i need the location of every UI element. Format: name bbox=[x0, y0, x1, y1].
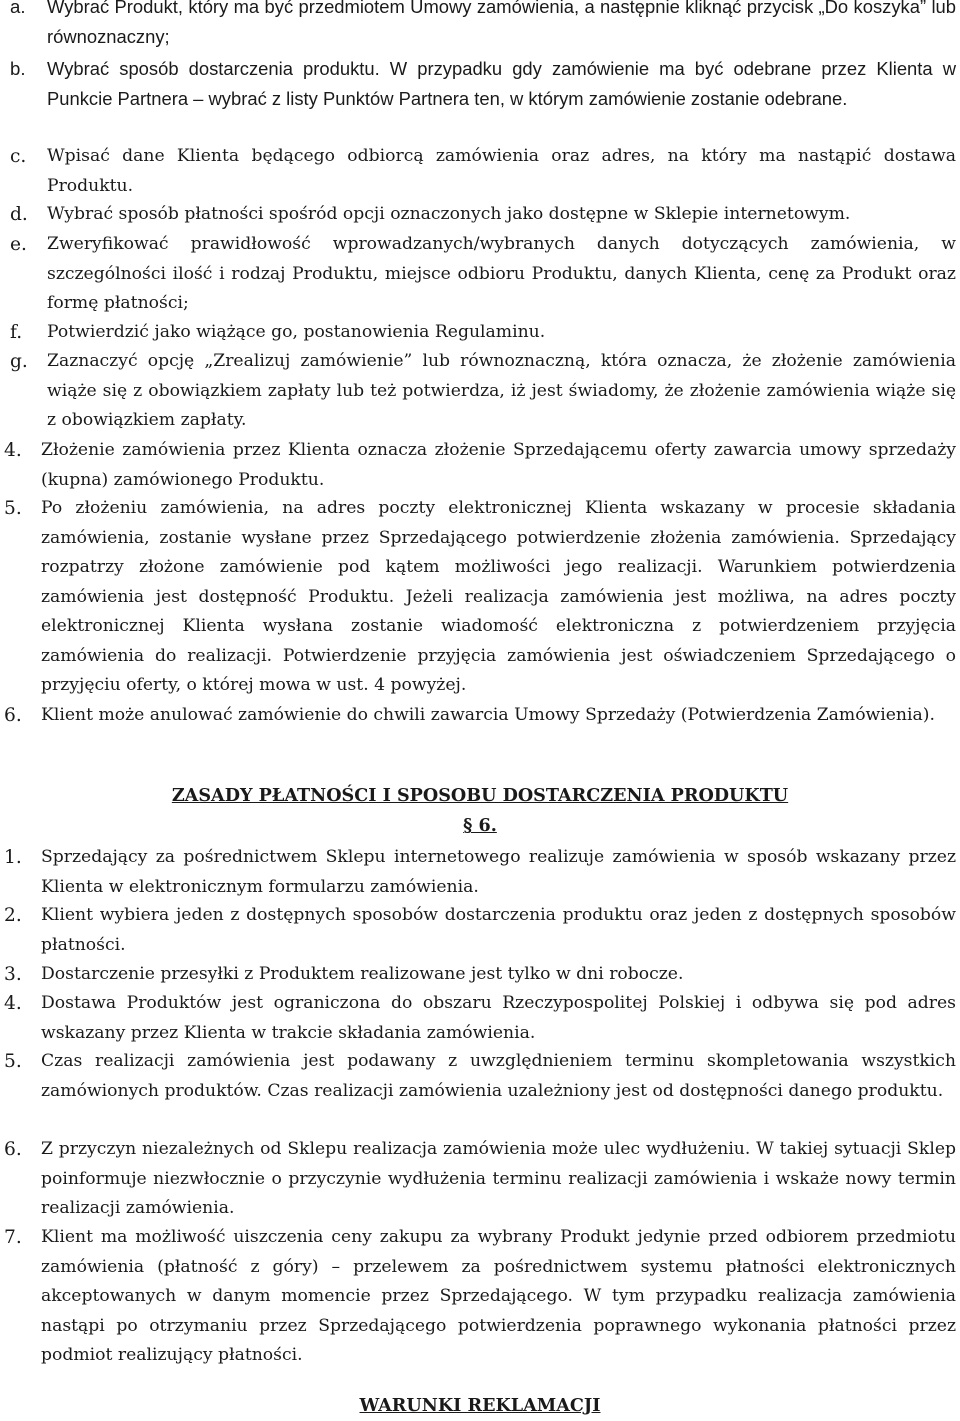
list-marker: 5. bbox=[4, 1051, 22, 1072]
list-item bbox=[4, 1223, 956, 1373]
list-item bbox=[4, 436, 956, 496]
list-text: Sprzedający za pośrednictwem Sklepu internetowego realizuje zamówienia w sposób wskazany przez Klienta w elektronicznym formularzu zamówienia. bbox=[41, 847, 956, 897]
list-marker: a. bbox=[10, 0, 26, 17]
list-text: Złożenie zamówienia przez Klienta oznacza złożenie Sprzedającemu oferty zawarcia umowy sprzedaży (kupna) zamówionego Produktu. bbox=[41, 440, 956, 490]
list-marker: e. bbox=[10, 234, 27, 255]
list-item bbox=[4, 701, 956, 761]
list-item bbox=[10, 0, 956, 54]
list-text: Wybrać sposób płatności spośród opcji oznaczonych jako dostępne w Sklepie internetowym. bbox=[47, 204, 851, 224]
list-marker: b. bbox=[10, 58, 26, 79]
list-text: Zaznaczyć opcję „Zrealizuj zamówienie” lub równoznaczną, która oznacza, że złożenie zamówienia wiąże się z obowiązkiem zapłaty lub też potwierdza, iż jest świadomy, że złożenie zamówienia wiąże się z obowiązkiem zapłaty. bbox=[47, 351, 956, 430]
list-marker: f. bbox=[10, 322, 23, 343]
list-text: Klient wybiera jeden z dostępnych sposobów dostarczenia produktu oraz jeden z dostępnych sposobów płatności. bbox=[41, 905, 956, 955]
list-text: Z przyczyn niezależnych od Sklepu realizacja zamówienia może ulec wydłużeniu. W takiej sytuacji Sklep poinformuje niezwłocznie o przyczynie wydłużenia terminu realizacji zamówienia i wskaże nowy termin realizacji zamówienia. bbox=[41, 1139, 956, 1218]
list-item bbox=[10, 318, 956, 348]
list-item bbox=[4, 960, 956, 990]
section-heading: ZASADY PŁATNOŚCI I SPOSOBU DOSTARCZENIA PRODUKTU bbox=[171, 785, 789, 806]
list-text: Klient ma możliwość uiszczenia ceny zakupu za wybrany Produkt jedynie przed odbiorem przedmiotu zamówienia (płatność z góry) – przelewem za pośrednictwem systemu płatności elektronicznych akceptowanych w danym momencie przez Sprzedającego. W tym przypadku realizacja zamówienia nastąpi po otrzymaniu przez Sprzedającego potwierdzenia poprawnego wykonania płatności przez podmiot realizujący płatności. bbox=[41, 1227, 956, 1365]
list-marker: 1. bbox=[4, 847, 22, 868]
list-item bbox=[10, 142, 956, 202]
list-marker: 4. bbox=[4, 440, 22, 461]
list-marker: 5. bbox=[4, 498, 22, 519]
list-text: Czas realizacji zamówienia jest podawany z uwzględnieniem terminu skompletowania wszystkich zamówionych produktów. Czas realizacji zamówienia uzależniony jest od dostępności danego produktu. bbox=[41, 1051, 956, 1101]
list-marker: c. bbox=[10, 146, 27, 167]
list-text: Potwierdzić jako wiążące go, postanowienia Regulaminu. bbox=[47, 322, 546, 342]
section-number: § 6. bbox=[463, 815, 497, 836]
list-item bbox=[4, 1047, 956, 1137]
list-item bbox=[4, 1135, 956, 1225]
list-text: Klient może anulować zamówienie do chwili zawarcia Umowy Sprzedaży (Potwierdzenia Zamówienia). bbox=[41, 705, 935, 725]
list-marker: d. bbox=[10, 204, 28, 225]
list-item bbox=[4, 494, 956, 700]
list-text: Po złożeniu zamówienia, na adres poczty elektronicznej Klienta wskazany w procesie składania zamówienia, zostanie wysłane przez Sprzedającego potwierdzenie złożenia zamówienia. Sprzedający rozpatrzy złożone zamówienie pod kątem możliwości jego realizacji. Warunkiem potwierdzenia zamówienia jest dostępność Produktu. Jeżeli realizacja zamówienia jest możliwa, na adres poczty elektronicznej Klienta wysłana zostanie wiadomość elektroniczna z potwierdzeniem przyjęcia zamówienia do realizacji. Potwierdzenie przyjęcia zamówienia jest oświadczeniem Sprzedającego o przyjęciu oferty, o której mowa w ust. 4 powyżej. bbox=[41, 498, 956, 695]
list-item bbox=[10, 54, 956, 142]
list-marker: 7. bbox=[4, 1227, 22, 1248]
list-item bbox=[10, 230, 956, 320]
list-text: Wybrać sposób dostarczenia produktu. W przypadku gdy zamówienie ma być odebrane przez Klienta w Punkcie Partnera – wybrać z listy Punktów Partnera ten, w którym zamówienie zostanie odebrane. bbox=[47, 58, 956, 109]
list-item bbox=[10, 200, 956, 230]
list-text: Wpisać dane Klienta będącego odbiorcą zamówienia oraz adres, na który ma nastąpić dostawa Produktu. bbox=[47, 146, 956, 196]
list-text: Dostarczenie przesyłki z Produktem realizowane jest tylko w dni robocze. bbox=[41, 964, 684, 984]
list-marker: 3. bbox=[4, 964, 22, 985]
list-marker: g. bbox=[10, 351, 28, 372]
list-item bbox=[4, 989, 956, 1049]
list-marker: 6. bbox=[4, 1139, 22, 1160]
next-section-heading: WARUNKI REKLAMACJI bbox=[359, 1395, 601, 1416]
list-text: Wybrać Produkt, który ma być przedmiotem Umowy zamówienia, a następnie kliknąć przycisk „Do koszyka” lub równoznaczny; bbox=[47, 0, 956, 47]
list-text: Zweryfikować prawidłowość wprowadzanych/wybranych danych dotyczących zamówienia, w szczególności ilość i rodzaj Produktu, miejsce odbioru Produktu, danych Klienta, cenę za Produkt oraz formę płatności; bbox=[47, 234, 956, 313]
list-marker: 4. bbox=[4, 993, 22, 1014]
list-marker: 2. bbox=[4, 905, 22, 926]
list-text: Dostawa Produktów jest ograniczona do obszaru Rzeczypospolitej Polskiej i odbywa się pod adres wskazany przez Klienta w trakcie składania zamówienia. bbox=[41, 993, 956, 1043]
list-marker: 6. bbox=[4, 705, 22, 726]
list-item bbox=[4, 901, 956, 961]
list-item bbox=[10, 347, 956, 437]
list-item bbox=[4, 843, 956, 903]
